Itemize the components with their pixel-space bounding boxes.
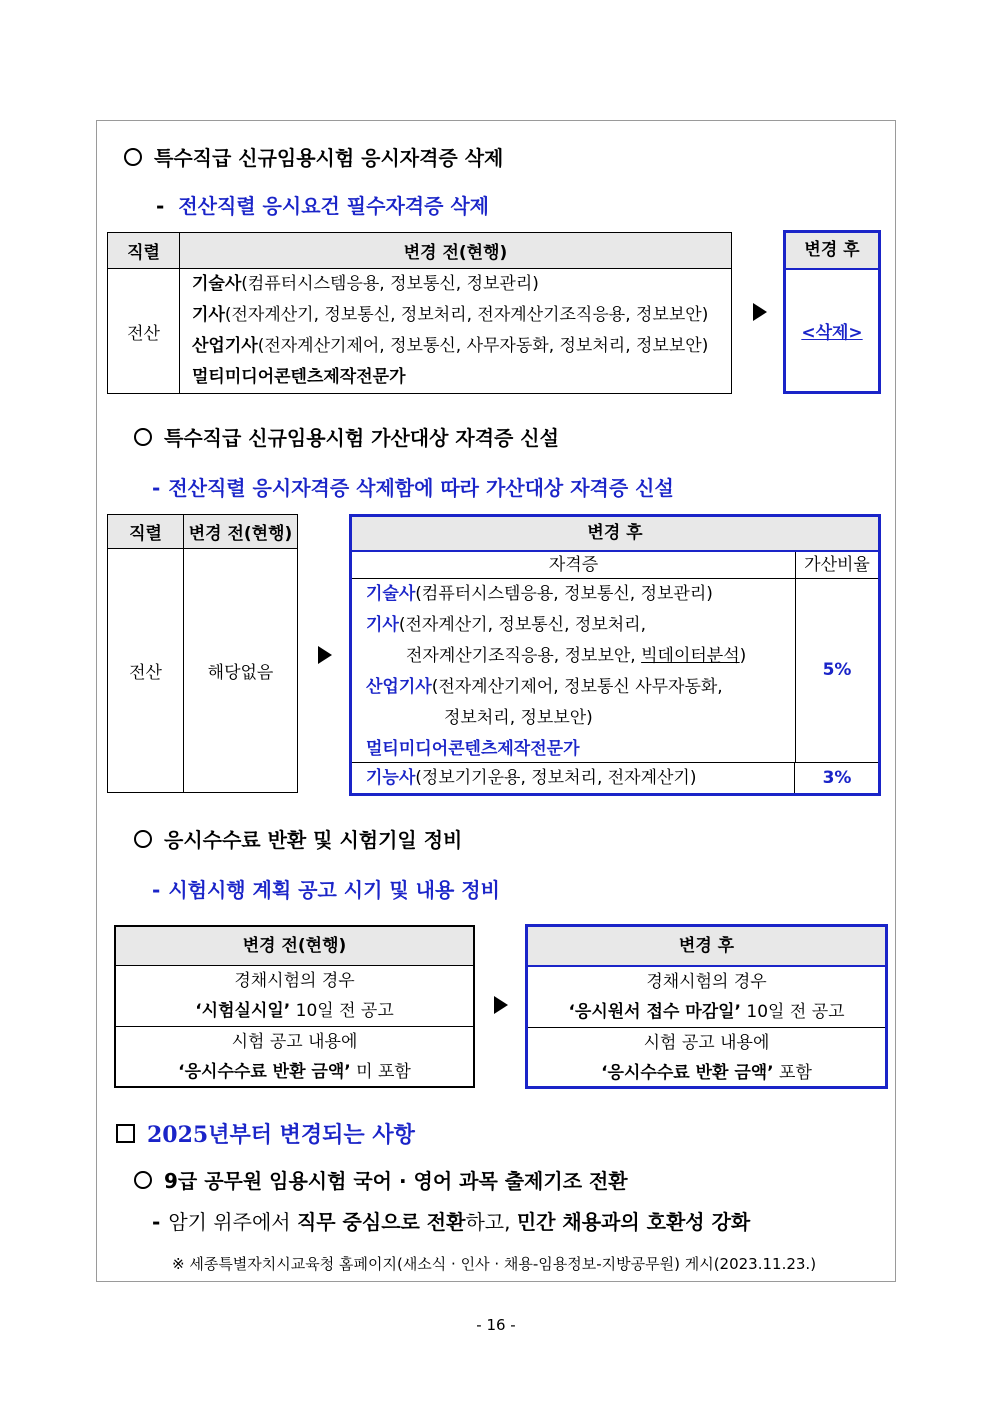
col-cert: 자격증 — [352, 552, 796, 579]
cert-line: 정보처리, 정보보안) — [444, 708, 593, 728]
section4-bullet: - 암기 위주에서 직무 중심으로 전환하고, 민간 채용과의 호환성 강화 — [152, 1210, 751, 1234]
ratio-3: 3% — [822, 768, 852, 788]
table-before-2 — [107, 514, 298, 793]
new-cert-bigdata: 빅데이터분석 — [641, 646, 740, 666]
after-header: 변경 후 — [528, 927, 885, 967]
circle-bullet-icon — [124, 148, 142, 166]
col-before: 변경 전(현행) — [184, 515, 298, 549]
cert-line: 산업기사(전자계산기제어, 정보통신 사무자동화, — [366, 677, 723, 697]
cert-line: 기사(전자계산기, 정보통신, 정보처리, — [366, 615, 646, 635]
after-row-1: 경채시험의 경우 ‘응시원서 접수 마감일’ 10일 전 공고 — [528, 967, 885, 1028]
after-header: 변경 후 — [786, 233, 878, 270]
section3-heading: 응시수수료 반환 및 시험기일 정비 — [134, 824, 462, 853]
table-after-2 — [349, 514, 881, 796]
page-number: - 16 - — [476, 1316, 516, 1334]
table-before-3 — [114, 925, 475, 1088]
square-bullet-icon — [116, 1124, 135, 1143]
role-cell: 전산 — [108, 269, 180, 394]
cert-line: 기술사(컴퓨터시스템응용, 정보통신, 정보관리) — [366, 584, 713, 604]
before-cell: 해당없음 — [184, 549, 298, 793]
cert-line-craftsman: 기능사(정보기기운용, 정보처리, 전자계산기) — [352, 763, 795, 793]
cert-line: 멀티미디어콘텐츠제작전문가 — [192, 367, 406, 387]
table-before-1 — [107, 232, 732, 394]
after-deleted: <삭제> — [801, 323, 863, 343]
ratio-5: 5% — [796, 579, 878, 763]
source-note: ※ 세종특별자치시교육청 홈페이지(새소식 · 인사 · 채용-임용정보-지방공무원) 게시(2023.11.23.) — [172, 1255, 817, 1273]
arrow-right-icon — [494, 996, 508, 1014]
cert-line: 기사(전자계산기, 정보통신, 정보처리, 전자계산기조직응용, 정보보안) — [192, 305, 709, 325]
section1-subheading: - 전산직렬 응시요건 필수자격증 삭제 — [156, 194, 490, 218]
before-row-2: 시험 공고 내용에 ‘응시수수료 반환 금액’ 미 포함 — [178, 1032, 411, 1082]
circle-bullet-icon — [134, 1171, 152, 1189]
section2-subheading: - 전산직렬 응시자격증 삭제함에 따라 가산대상 자격증 신설 — [152, 476, 674, 500]
table-after-1 — [783, 230, 881, 394]
cert-line: 기술사(컴퓨터시스템응용, 정보통신, 정보관리) — [192, 274, 539, 294]
before-row-1: 경채시험의 경우 ‘시험실시일’ 10일 전 공고 — [116, 966, 473, 1027]
cert-line: 전자계산기조직응용, 정보보안, 빅데이터분석) — [406, 646, 747, 666]
section1-heading: 특수직급 신규임용시험 응시자격증 삭제 — [124, 142, 503, 171]
arrow-right-icon — [318, 646, 332, 664]
table-after-3 — [525, 924, 888, 1089]
cert-line: 산업기사(전자계산기제어, 정보통신, 사무자동화, 정보처리, 정보보안) — [192, 336, 709, 356]
cert-list — [352, 579, 796, 763]
before-header: 변경 전(현행) — [116, 927, 473, 966]
section4-heading: 2025년부터 변경되는 사항 — [116, 1118, 415, 1149]
col-ratio: 가산비율 — [796, 552, 878, 579]
section2-heading: 특수직급 신규임용시험 가산대상 자격증 신설 — [134, 422, 559, 451]
arrow-right-icon — [753, 303, 767, 321]
after-header: 변경 후 — [352, 517, 878, 552]
role-cell: 전산 — [108, 549, 184, 793]
section4-subheading: 9급 공무원 임용시험 국어 · 영어 과목 출제기조 전환 — [134, 1165, 628, 1194]
section3-subheading: - 시험시행 계획 공고 시기 및 내용 정비 — [152, 878, 500, 902]
col-role: 직렬 — [108, 515, 184, 549]
after-row-2: 시험 공고 내용에 ‘응시수수료 반환 금액’ 포함 — [601, 1033, 812, 1083]
cert-list — [180, 269, 732, 394]
col-role: 직렬 — [108, 233, 180, 269]
cert-line: 멀티미디어콘텐츠제작전문가 — [366, 739, 580, 759]
col-before: 변경 전(현행) — [180, 233, 732, 269]
circle-bullet-icon — [134, 428, 152, 446]
circle-bullet-icon — [134, 830, 152, 848]
